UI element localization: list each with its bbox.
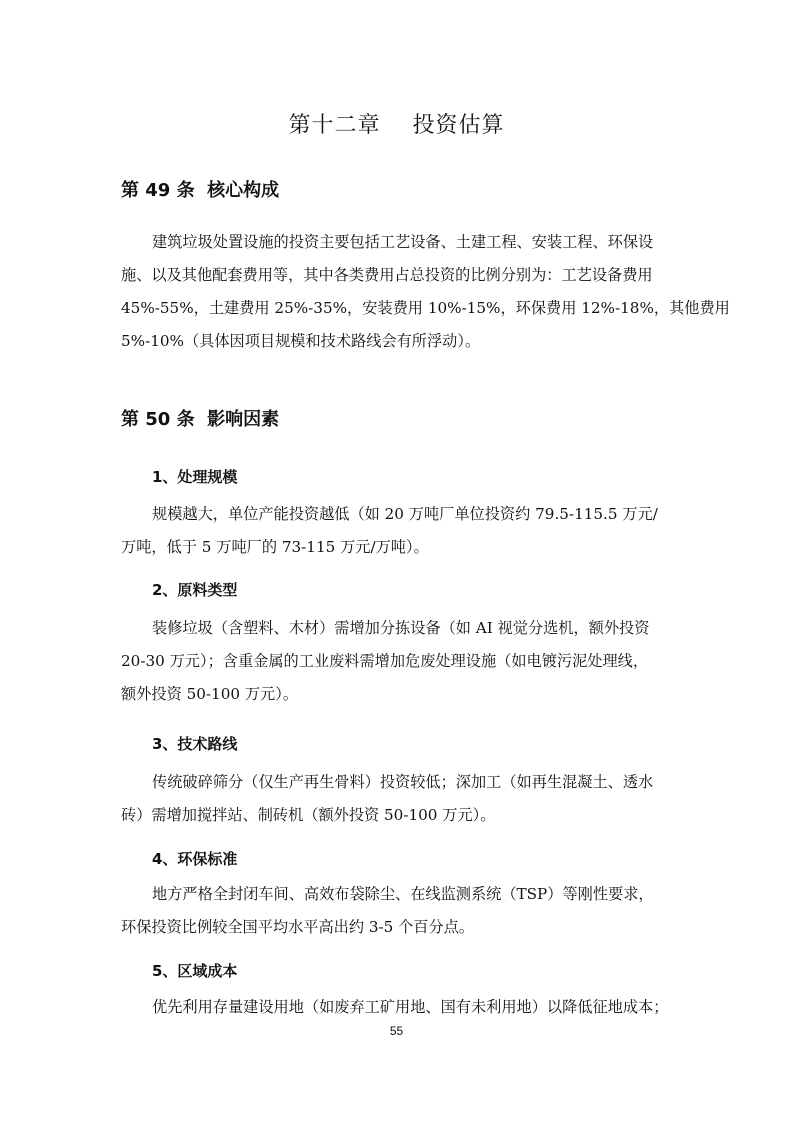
section-paragraph: [121, 878, 677, 944]
paragraph-line: 5%-10%（具体因项目规模和技术路线会有所浮动）。: [121, 332, 481, 350]
paragraph-line: 规模越大，单位产能投资越低（如 20 万吨厂单位投资约 79.5-115.5 万元/: [152, 505, 658, 523]
section-paragraph: [121, 612, 677, 711]
paragraph-line: 传统破碎筛分（仅生产再生骨料）投资较低；深加工（如再生混凝土、透水: [152, 773, 654, 791]
article-49-paragraph: [121, 226, 730, 358]
section-paragraph: [121, 766, 677, 832]
section-heading: 4、环保标准: [152, 850, 238, 868]
section-paragraph: [121, 991, 677, 1024]
paragraph-line: 环保投资比例较全国平均水平高出约 3-5 个百分点。: [121, 918, 475, 936]
paragraph-line: 额外投资 50-100 万元）。: [121, 685, 299, 703]
section-heading: 3、技术路线: [152, 735, 238, 753]
paragraph-line: 建筑垃圾处置设施的投资主要包括工艺设备、土建工程、安装工程、环保设: [152, 233, 654, 251]
article-50-title: 第 50 条 影响因素: [121, 409, 280, 430]
section-paragraph: [121, 498, 677, 564]
paragraph-line: 地方严格全封闭车间、高效布袋除尘、在线监测系统（TSP）等刚性要求，: [152, 885, 654, 903]
paragraph-line: 优先利用存量建设用地（如废弃工矿用地、国有未利用地）以降低征地成本；: [152, 998, 669, 1016]
paragraph-line: 万吨，低于 5 万吨厂的 73-115 万元/万吨）。: [121, 538, 429, 556]
chapter-title: 第十二章 投资估算: [288, 113, 505, 138]
article-49-title: 第 49 条 核心构成: [121, 180, 280, 201]
paragraph-line: 装修垃圾（含塑料、木材）需增加分拣设备（如 AI 视觉分选机，额外投资: [152, 619, 650, 637]
page-number: 55: [389, 1024, 404, 1038]
paragraph-line: 45%-55%，土建费用 25%-35%，安装费用 10%-15%，环保费用 12%-18%，其他费用: [121, 299, 730, 317]
section-heading: 1、处理规模: [152, 468, 238, 486]
section-heading: 2、原料类型: [152, 581, 238, 599]
paragraph-line: 施、以及其他配套费用等，其中各类费用占总投资的比例分别为：工艺设备费用: [121, 266, 653, 284]
paragraph-line: 20-30 万元）；含重金属的工业废料需增加危废处理设施（如电镀污泥处理线，: [121, 652, 649, 670]
section-heading: 5、区域成本: [152, 962, 238, 980]
paragraph-line: 砖）需增加搅拌站、制砖机（额外投资 50-100 万元）。: [121, 806, 496, 824]
